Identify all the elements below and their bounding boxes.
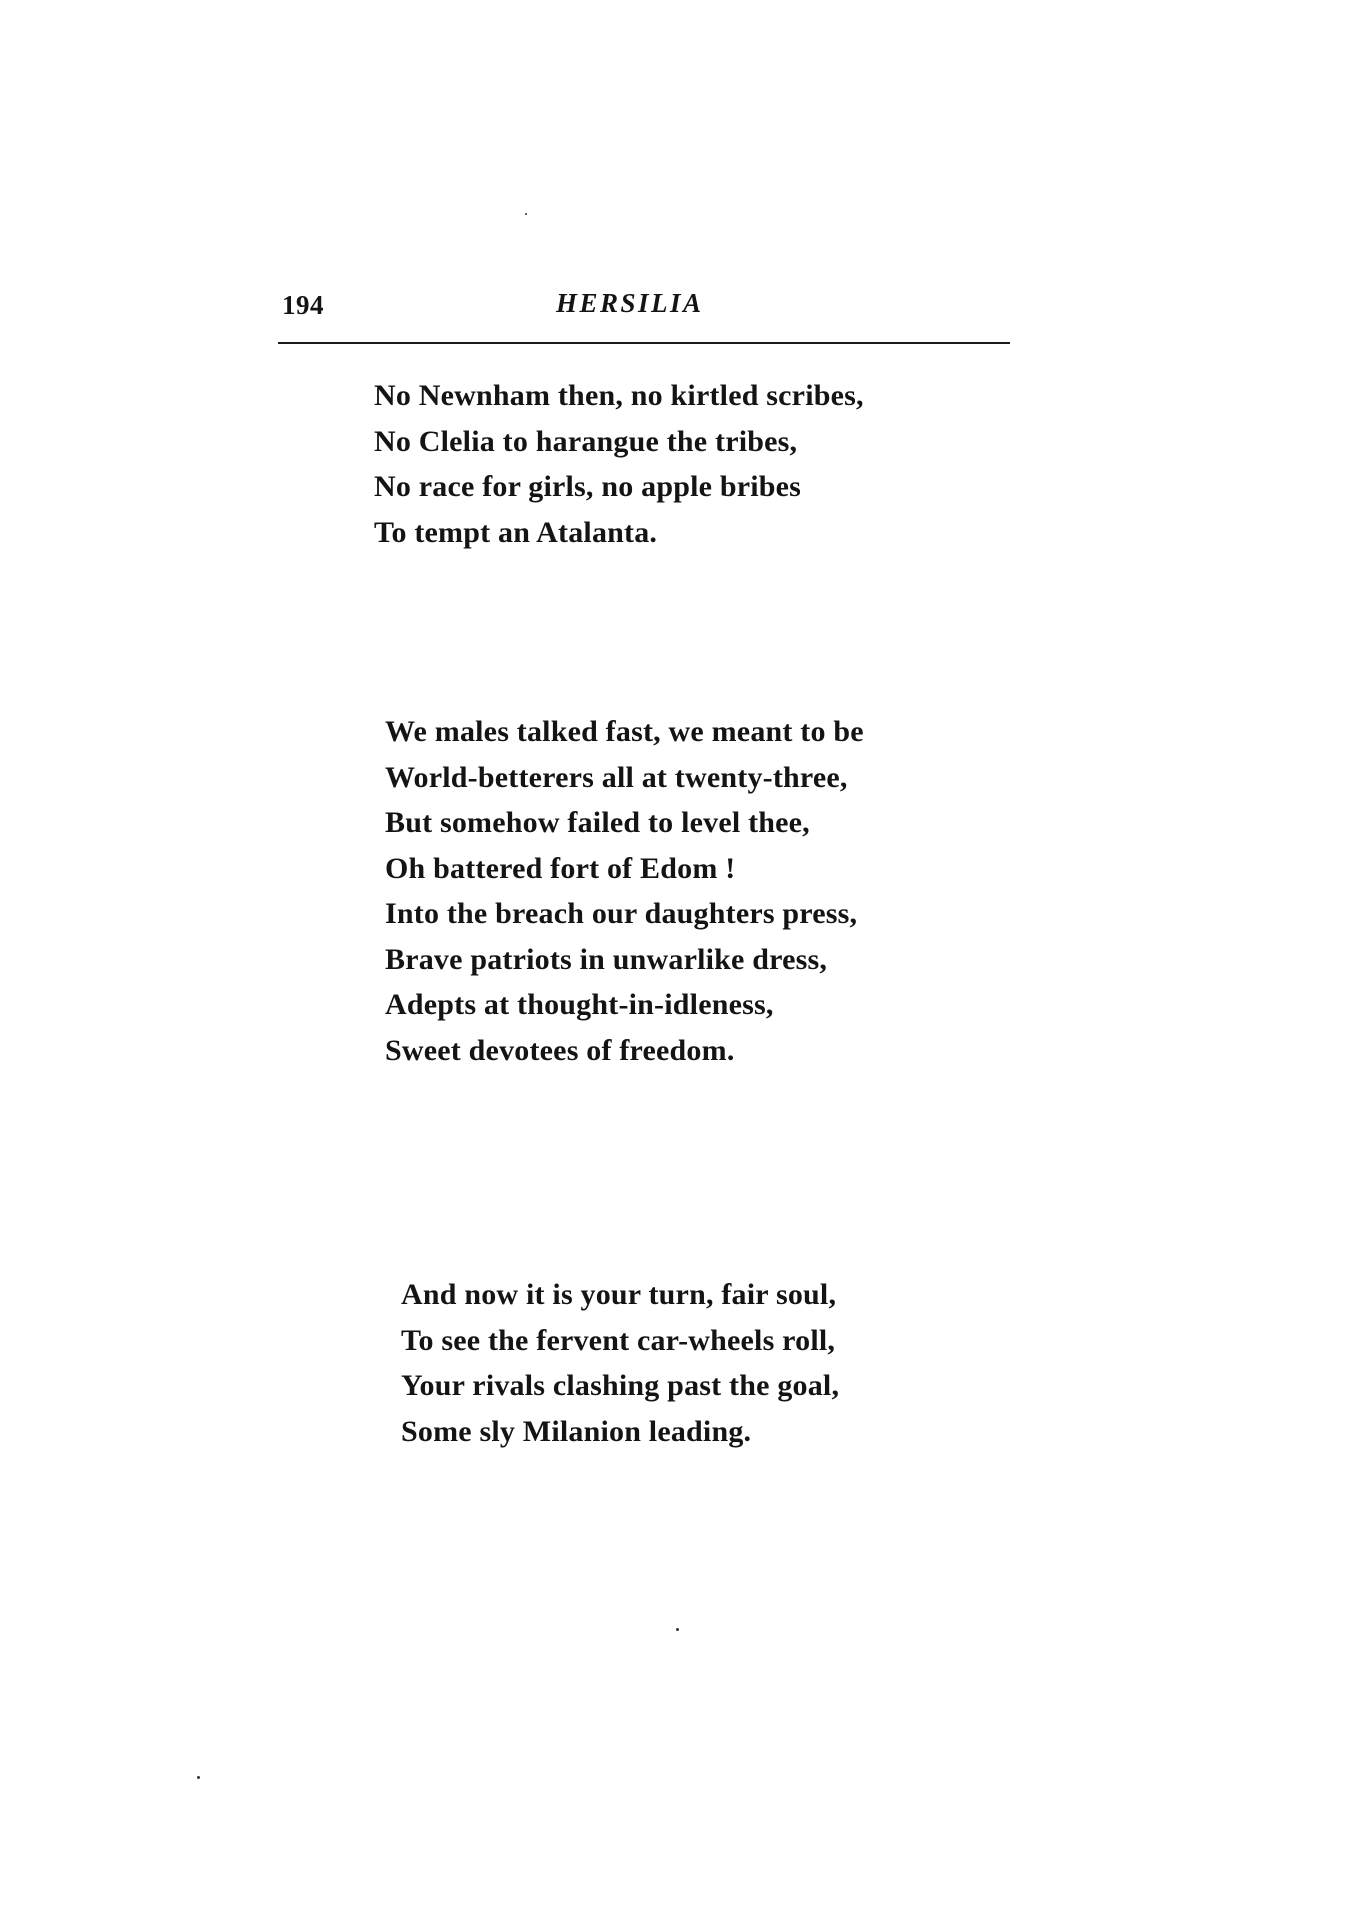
verse-line: Adepts at thought-in-idleness, bbox=[385, 988, 774, 1021]
stanza-3 bbox=[401, 1272, 839, 1454]
verse-line: Brave patriots in unwarlike dress, bbox=[385, 942, 828, 976]
verse-line: Oh battered fort of Edom ! bbox=[385, 851, 736, 885]
page-number: 194 bbox=[282, 290, 324, 320]
print-speck bbox=[676, 1628, 679, 1631]
verse-line: No Newnham then, no kirtled scribes, bbox=[374, 379, 864, 412]
verse-line: Your rivals clashing past the goal, bbox=[401, 1369, 840, 1402]
header-rule bbox=[278, 342, 1010, 344]
verse-line: Some sly Milanion leading. bbox=[401, 1414, 752, 1448]
verse-line: We males talked fast, we meant to be bbox=[385, 715, 864, 748]
verse-line: World-betterers all at twenty-three, bbox=[385, 760, 848, 794]
verse-line: No Clelia to harangue the tribes, bbox=[374, 424, 798, 458]
verse-line: No race for girls, no apple bribes bbox=[374, 470, 802, 503]
running-head: HERSILIA bbox=[556, 288, 704, 318]
print-speck bbox=[197, 1776, 200, 1779]
stanza-2 bbox=[385, 709, 864, 1073]
verse-line: To tempt an Atalanta. bbox=[374, 515, 658, 549]
verse-line: And now it is your turn, fair soul, bbox=[401, 1278, 837, 1311]
stanza-1 bbox=[374, 373, 864, 555]
verse-line: To see the fervent car-wheels roll, bbox=[401, 1323, 836, 1357]
print-speck bbox=[525, 213, 527, 215]
verse-line: But somehow failed to level thee, bbox=[385, 806, 810, 839]
verse-line: Sweet devotees of freedom. bbox=[385, 1033, 735, 1067]
verse-line: Into the breach our daughters press, bbox=[385, 897, 858, 930]
